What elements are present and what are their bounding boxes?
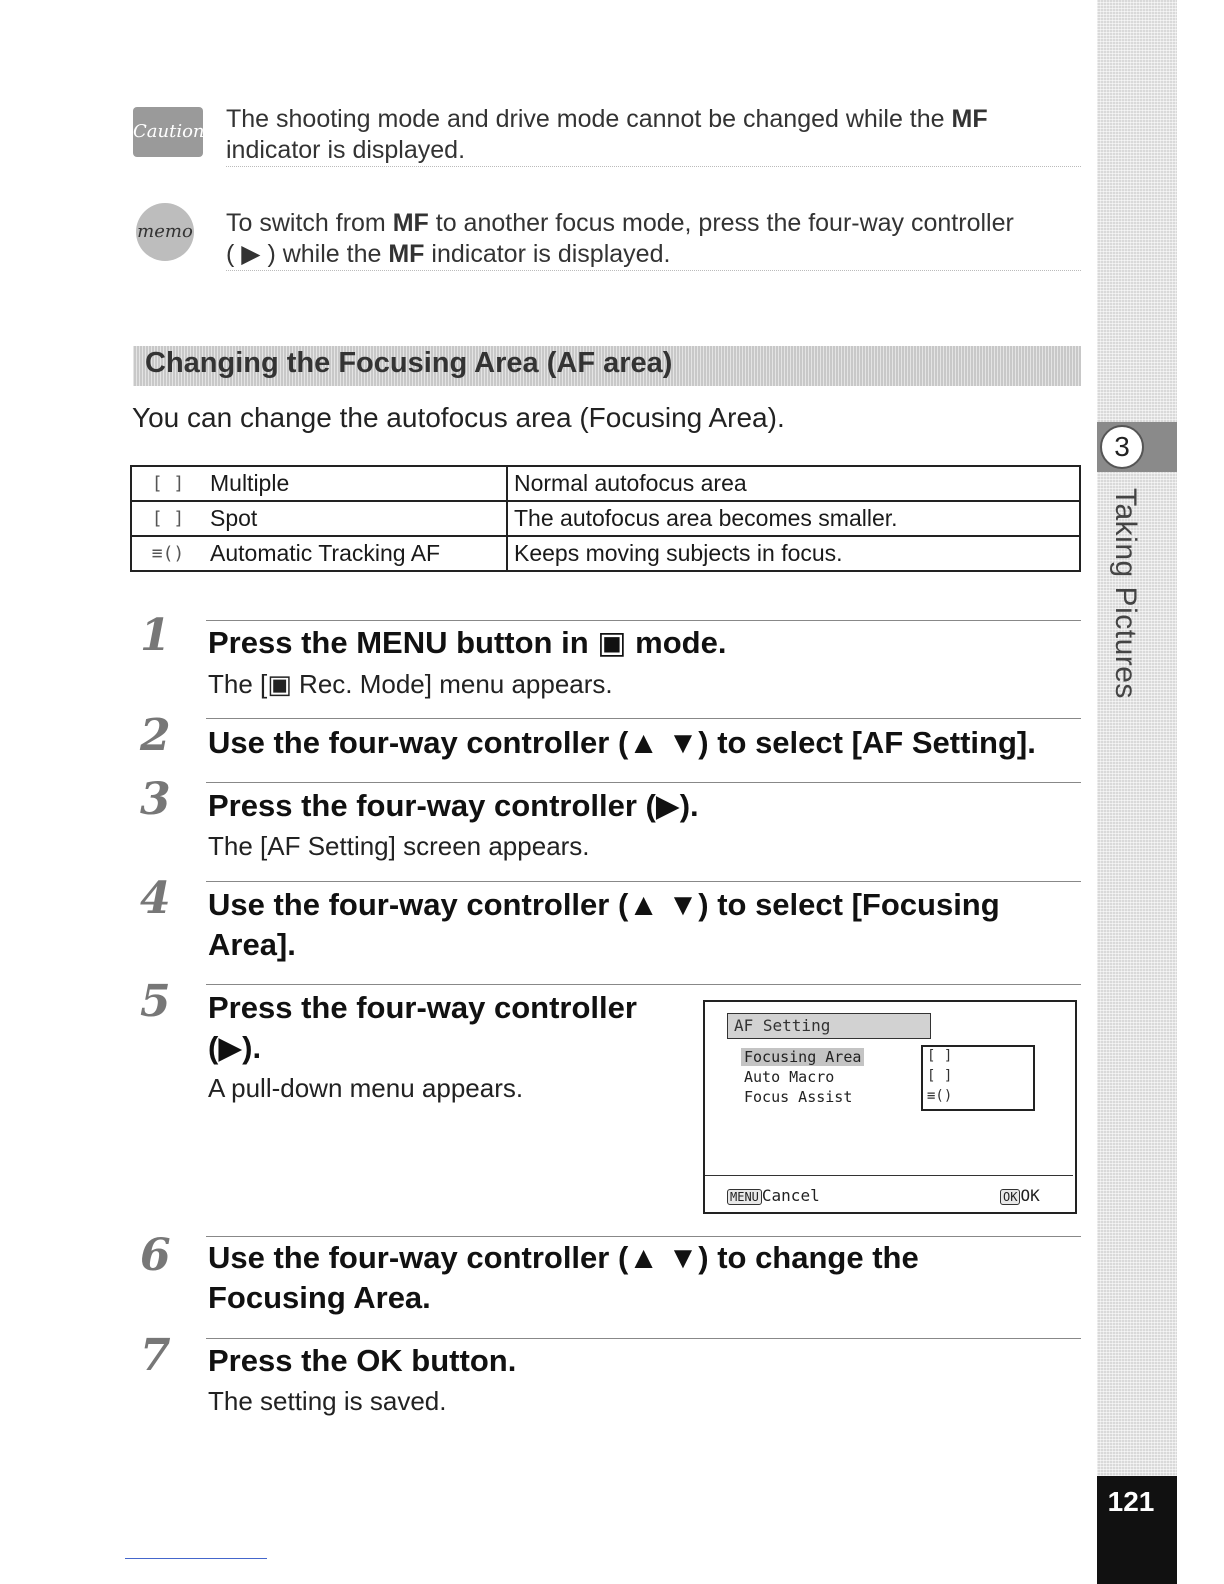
cancel-hint [727, 1186, 820, 1205]
memo-text-2: to another focus mode, press the four-way controller [428, 209, 1014, 237]
screen-title: AF Setting [727, 1013, 931, 1039]
mode-name: Multiple [204, 466, 507, 501]
mode-description: Normal autofocus area [507, 466, 1080, 501]
tracking-af-icon: ≡() [131, 536, 204, 571]
footer-link-line [125, 1558, 267, 1559]
step-heading-line: Area]. [208, 927, 296, 962]
dropdown-option-tracking[interactable]: ≡() [927, 1088, 953, 1104]
step-divider [206, 984, 1081, 985]
memo-icon: memo [136, 203, 194, 261]
step-number: 3 [140, 774, 171, 825]
step-heading-line: (▶). [208, 1030, 262, 1065]
mf-label: MF [951, 105, 988, 133]
step-text: A pull-down menu appears. [208, 1073, 524, 1103]
section-title: Changing the Focusing Area (AF area) [145, 347, 673, 379]
menu-button-icon: MENU [727, 1189, 762, 1205]
step-divider [206, 1338, 1081, 1339]
step-heading [208, 988, 637, 1068]
mf-label: MF [388, 240, 425, 268]
step-heading [208, 1238, 919, 1318]
mode-name: Spot [204, 501, 507, 536]
dropdown-option-spot[interactable]: [ ] [927, 1068, 953, 1084]
step-divider [206, 620, 1081, 621]
step-number: 5 [140, 976, 171, 1027]
ok-button-icon: OK [1000, 1189, 1020, 1205]
step-heading: Press the MENU button in ▣ mode. [208, 625, 727, 660]
step-heading [208, 885, 1000, 965]
caution-text-pre: The shooting mode and drive mode cannot be changed while the [226, 105, 952, 133]
mode-description: Keeps moving subjects in focus. [507, 536, 1080, 571]
memo-text-4: indicator is displayed. [424, 240, 671, 268]
step-heading-line: Press the four-way controller [208, 990, 637, 1025]
step-heading-line: Use the four-way controller (▲ ▼) to change the [208, 1240, 919, 1275]
memo-text-1: To switch from [226, 209, 393, 237]
step-text: The [▣ Rec. Mode] menu appears. [208, 669, 613, 699]
caution-text-post: indicator is displayed. [226, 136, 466, 164]
page-number: 121 [1107, 1486, 1155, 1517]
side-index-strip [1097, 0, 1177, 1584]
chapter-title: Taking Pictures [1109, 488, 1142, 699]
step-heading-line: Focusing Area. [208, 1280, 431, 1315]
step-heading: Press the OK button. [208, 1343, 517, 1378]
memo-note [226, 208, 1081, 271]
table-row [131, 466, 1080, 501]
multiple-af-icon: [ ] [131, 466, 204, 501]
step-heading: Use the four-way controller (▲ ▼) to select [AF Setting]. [208, 725, 1036, 760]
dropdown-option-multiple[interactable]: [ ] [927, 1048, 953, 1064]
chapter-number: 3 [1100, 425, 1144, 469]
step-divider [206, 718, 1081, 719]
mode-description: The autofocus area becomes smaller. [507, 501, 1080, 536]
step-divider [206, 1236, 1081, 1237]
table-row [131, 501, 1080, 536]
step-number: 4 [140, 873, 171, 924]
focus-area-table [130, 465, 1081, 572]
screen-divider [705, 1175, 1073, 1176]
menu-item-focus-assist[interactable]: Focus Assist [744, 1088, 853, 1106]
step-number: 1 [140, 610, 171, 661]
step-text: The setting is saved. [208, 1386, 447, 1416]
step-divider [206, 782, 1081, 783]
table-row [131, 536, 1080, 571]
ok-label: OK [1020, 1186, 1040, 1205]
step-text: The [AF Setting] screen appears. [208, 831, 590, 861]
step-number: 2 [140, 710, 171, 761]
cancel-label: Cancel [761, 1186, 820, 1205]
caution-note [226, 104, 1081, 167]
spot-af-icon: [ ] [131, 501, 204, 536]
caution-icon: Caution [133, 107, 203, 157]
step-heading-line: Use the four-way controller (▲ ▼) to select [Focusing [208, 887, 1000, 922]
mode-name: Automatic Tracking AF [204, 536, 507, 571]
mf-label: MF [392, 209, 429, 237]
step-divider [206, 881, 1081, 882]
ok-hint [1000, 1186, 1040, 1205]
menu-item-auto-macro[interactable]: Auto Macro [744, 1068, 835, 1086]
step-number: 7 [140, 1330, 171, 1381]
step-number: 6 [140, 1230, 171, 1281]
section-intro: You can change the autofocus area (Focusing Area). [132, 402, 785, 433]
memo-text-3: ( ▶ ) while the [226, 240, 389, 268]
menu-item-focusing-area[interactable]: Focusing Area [741, 1048, 864, 1066]
step-heading: Press the four-way controller (▶). [208, 788, 699, 823]
